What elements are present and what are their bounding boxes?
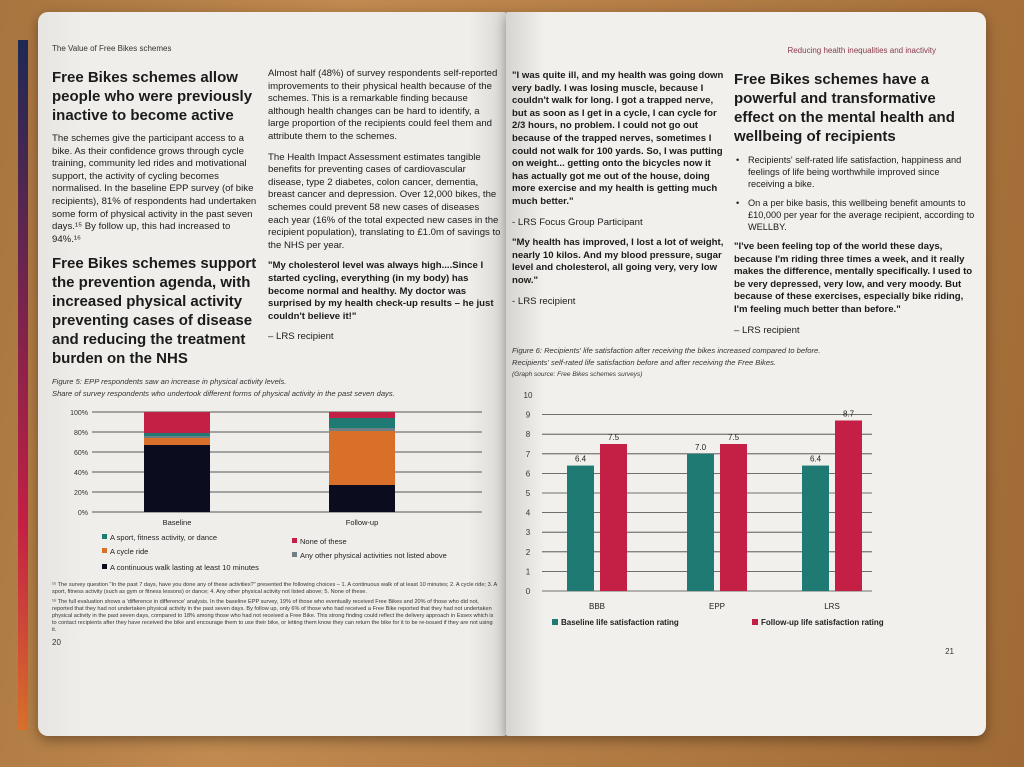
legend-label: A sport, fitness activity, or dance xyxy=(110,533,217,543)
y-tick-label: 4 xyxy=(525,508,531,518)
left-page xyxy=(38,12,506,736)
data-label: 7.5 xyxy=(727,433,740,443)
y-tick-label: 5 xyxy=(525,489,531,499)
paragraph-self-reported: Almost half (48%) of survey respondents self-reported improvements to their physical health because of the schemes. This is a remarkable finding because although health changes can be hard to identify, a large proportion of the recipients could feel them and attribute them to the schemes. xyxy=(268,68,498,142)
y-tick-label: 20% xyxy=(73,490,88,498)
legend-label: A cycle ride xyxy=(110,547,149,557)
bar xyxy=(687,454,714,591)
quote-cholesterol: "My cholesterol level was always high....Since I started cycling, everything (in my body) has become normal and healthy. My doctor was surprised by my health check-up results – he just couldn't believe it!" xyxy=(268,260,494,322)
figure6-source: (Graph source: Free Bikes schemes surveys) xyxy=(512,371,643,379)
bar-segment xyxy=(329,431,395,485)
footnote-16: ¹⁶ The full evaluation shows a 'difference in difference' analysis. In the baseline EPP survey, 19% of those who eventually received Free Bikes and 20% of those who did not, reported that they had not undertaken physical activity in the past seven days. By follow up, only 6% of those who had received a Free Bike reported that they had not undertaken physical activity in the past seven days, compared to 18% among those who had not received a Free Bike. This strong finding could reflect the delivery approach in Essex which is to contact recipients after they have received the bike and encourage them to use their bike, or letting them know they can return the bike for it to be re-issued if they are not using it. xyxy=(52,599,494,634)
quote3-attribution: – LRS recipient xyxy=(734,324,800,336)
right-page-columns xyxy=(512,70,976,345)
y-tick-label: 1 xyxy=(525,567,531,577)
y-tick-label: 7 xyxy=(525,449,531,459)
running-head: Reducing health inequalities and inactivity xyxy=(787,46,936,55)
bar xyxy=(567,466,594,591)
bar-segment xyxy=(329,485,395,512)
figure6-caption: Figure 6: Recipients' life satisfaction after receiving the bikes increased compared to before. xyxy=(512,346,821,356)
y-tick-label: 80% xyxy=(73,430,88,438)
bar-segment xyxy=(144,412,210,433)
wellbeing-bullets xyxy=(734,154,978,233)
heading-mental-health: Free Bikes schemes have a powerful and transformative effect on the mental health and wellbeing of recipients xyxy=(734,71,955,145)
bar xyxy=(600,444,627,591)
legend-label: Baseline life satisfaction rating xyxy=(561,618,679,628)
legend-label: Follow-up life satisfaction rating xyxy=(761,618,884,628)
figure5-stacked-bar-chart xyxy=(52,400,492,582)
y-tick-label: 100% xyxy=(70,410,88,418)
y-tick-label: 0% xyxy=(77,510,88,518)
quote-top-of-world: "I've been feeling top of the world these days, because I'm riding three times a week, and it really makes the difference, mentally specifically. I used to be very depressed, very low, and very moody. But because of these exercises, especially bike riding, I'm feeling much better than before." xyxy=(734,241,973,315)
legend-label: A continuous walk lasting at least 10 minutes xyxy=(110,563,259,573)
paragraph-schemes: The schemes give the participant access to a bike. As their confidence grows through cycle training, community led rides and motivational support, the activity of cycling becomes normalised. In the baseline EPP survey (of bike recipients), 81% of respondents had undertaken some form of physical activity in the past seven days.¹⁵ By follow up, this had increased to 94%.¹⁶ xyxy=(52,133,257,245)
figure5-subcaption: Share of survey respondents who undertook different forms of physical activity in the past seven days. xyxy=(52,389,395,399)
bar-segment xyxy=(329,428,395,431)
data-label: 7.0 xyxy=(694,442,707,452)
right-column-2 xyxy=(734,70,978,345)
y-tick-label: 60% xyxy=(73,450,88,458)
paragraph-hia: The Health Impact Assessment estimates tangible benefits for preventing cases of cardiovascular disease, type 2 diabetes, colon cancer, dementia, breast cancer and depression. Over 12,000 bikes, the schemes could prevent 58 new cases of diseases each year (16% of the total expected new cases in the recipient population), translating to £1.0m of savings to the NHS per year. xyxy=(268,151,501,251)
y-tick-label: 6 xyxy=(525,469,531,479)
data-label: 6.4 xyxy=(574,454,587,464)
figure6-bar-chart xyxy=(512,381,932,643)
legend-swatch xyxy=(102,548,107,553)
legend-label: None of these xyxy=(300,537,347,547)
quote-quite-ill: "I was quite ill, and my health was going down very badly. I was losing muscle, because I couldn't walk for long. I got a trapped nerve, but as soon as I get in a cycle, I can cycle for 2/3 hours, no problem. I could not go out because of the trapped nerves, sometimes I could not walk for 100 yards. So, I was putting on weight... getting onto the bicycles now it has actually got me out of the house, doing more exercise and my health is getting much much better." xyxy=(512,70,724,207)
right-page xyxy=(506,12,986,736)
figure5-caption: Figure 5: EPP respondents saw an increase in physical activity levels. xyxy=(52,377,287,387)
bar-segment xyxy=(144,436,210,438)
bullet-wellby: • On a per bike basis, this wellbeing benefit amounts to £10,000 per year for the average recipient, according to WELLBY. xyxy=(734,197,978,233)
y-tick-label: 9 xyxy=(525,410,531,420)
left-column-1 xyxy=(52,68,258,376)
legend-swatch xyxy=(552,619,558,625)
x-tick-label: EPP xyxy=(708,602,726,612)
legend-swatch xyxy=(102,564,107,569)
quote1-attribution: - LRS Focus Group Participant xyxy=(512,216,643,228)
left-page-columns xyxy=(52,68,501,376)
bar-segment xyxy=(329,418,395,428)
x-tick-label: Baseline xyxy=(162,518,192,528)
x-tick-label: LRS xyxy=(824,602,840,612)
y-tick-label: 2 xyxy=(525,547,531,557)
legend-swatch xyxy=(292,552,297,557)
quote2-attribution: - LRS recipient xyxy=(512,295,576,307)
figure6-subcaption: Recipients' self-rated life satisfaction before and after receiving the Free Bikes. xyxy=(512,358,776,368)
page-number: 20 xyxy=(52,638,61,648)
legend-swatch xyxy=(292,538,297,543)
bar-segment xyxy=(144,445,210,512)
y-tick-label: 0 xyxy=(525,587,531,597)
data-label: 7.5 xyxy=(607,433,620,443)
legend-label: Any other physical activities not listed above xyxy=(300,551,447,561)
heading-prevention-agenda: Free Bikes schemes support the prevention agenda, with increased physical activity preventing cases of disease and reducing the treatment burden on the NHS xyxy=(52,255,257,368)
bar xyxy=(802,466,829,591)
y-tick-label: 8 xyxy=(525,430,531,440)
y-tick-label: 40% xyxy=(73,470,88,478)
running-head: The Value of Free Bikes schemes xyxy=(52,44,172,53)
quote-health-improved: "My health has improved, I lost a lot of weight, nearly 10 kilos. And my blood pressure, sugar level and cholesterol, all going very, very low now." xyxy=(512,237,724,286)
quote-attribution: – LRS recipient xyxy=(268,331,334,343)
bar-segment xyxy=(144,438,210,445)
x-tick-label: BBB xyxy=(588,602,606,612)
y-tick-label: 10 xyxy=(523,391,533,401)
left-column-2 xyxy=(268,68,502,376)
right-column-1 xyxy=(512,70,724,345)
legend-swatch xyxy=(102,534,107,539)
bar xyxy=(835,421,862,592)
heading-inactive-to-active: Free Bikes schemes allow people who were previously inactive to become active xyxy=(52,69,253,124)
bar-segment xyxy=(329,412,395,418)
legend-swatch xyxy=(752,619,758,625)
y-tick-label: 3 xyxy=(525,528,531,538)
booklet-spine-edge xyxy=(18,40,28,730)
bar-segment xyxy=(144,433,210,436)
bullet-life-satisfaction: • Recipients' self-rated life satisfaction, happiness and feelings of life being worthwhile improved since receiving a bike. xyxy=(734,154,978,190)
bar xyxy=(720,444,747,591)
data-label: 8.7 xyxy=(842,409,855,419)
footnote-15: ¹⁵ The survey question "In the past 7 days, have you done any of these activities?" presented the following choices – 1. A continuous walk of at least 10 minutes; 2. A cycle ride; 3. A sport, fitness activity (such as gym or fitness lessons) or dance; 4. Any other physical activity not listed above; 5. None of these. xyxy=(52,582,497,596)
data-label: 6.4 xyxy=(809,454,822,464)
page-number: 21 xyxy=(945,647,954,657)
x-tick-label: Follow-up xyxy=(345,518,379,528)
